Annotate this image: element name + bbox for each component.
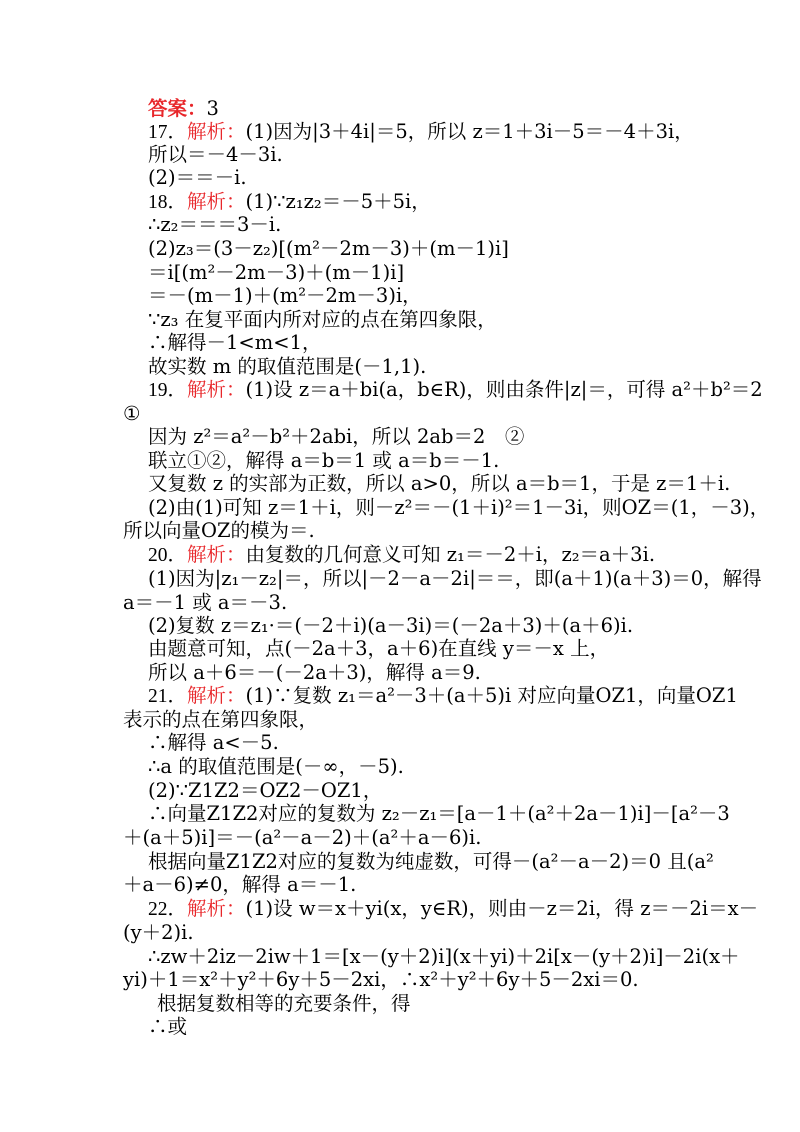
text-line — [148, 661, 481, 685]
line-text: ① — [123, 402, 141, 425]
text-line — [148, 755, 404, 779]
section-label: 解析： — [187, 190, 246, 213]
line-text: (1)因为|z₁－z₂|＝，所以|－2－a－2i|＝＝，即(a＋1)(a＋3)＝0，解得 — [148, 567, 762, 590]
text-line — [148, 684, 738, 709]
section-label: 解析： — [187, 684, 246, 707]
text-line — [148, 355, 426, 379]
text-line — [148, 449, 499, 473]
item-number: 19． — [148, 380, 188, 401]
line-text: ∴解得－1<m<1， — [148, 331, 322, 354]
text-line — [123, 968, 639, 992]
line-text: ∴向量Z1Z2对应的复数为 z₂－z₁＝[a－1＋(a²＋2a－1)i]－[a²－3 — [148, 802, 730, 825]
text-line — [148, 543, 655, 568]
text-line — [148, 945, 740, 969]
line-text: 根据复数相等的充要条件，得 — [157, 992, 411, 1015]
text-line — [123, 921, 194, 945]
text-line — [148, 190, 431, 215]
line-text: ＝i[(m²－2m－3)＋(m－1)i] — [148, 261, 405, 284]
text-line — [123, 519, 315, 543]
line-text: (2)复数 z＝z₁·＝(－2＋i)(a－3i)＝(－2a＋3)＋(a＋6)i. — [148, 614, 634, 637]
text-line — [148, 779, 382, 803]
item-number: 20． — [148, 545, 188, 566]
text-line — [148, 637, 609, 661]
text-line — [148, 143, 283, 167]
text-line — [148, 472, 730, 496]
text-line — [123, 591, 287, 615]
line-text: 表示的点在第四象限， — [123, 708, 319, 731]
line-text: ＋(a＋5)i]＝－(a²－a－2)＋(a²＋a－6)i. — [123, 826, 482, 849]
text-line — [148, 850, 714, 874]
line-text: ∴zw＋2iz－2iw＋1＝[x－(y＋2)i](x＋yi)＋2i[x－(y＋2)i]－2i(x＋ — [148, 945, 740, 968]
line-text: 所以＝－4－3i. — [148, 143, 283, 166]
item-number: 21． — [148, 686, 188, 707]
line-text: (1)∵复数 z₁＝a²－3＋(a＋5)i 对应向量OZ1，向量OZ1 — [245, 684, 738, 707]
line-text: (1)因为|3＋4i|＝5，所以 z＝1＋3i－5＝－4＋3i， — [245, 120, 694, 143]
text-line — [148, 731, 279, 755]
item-number: 22． — [148, 899, 188, 920]
text-line — [148, 97, 219, 121]
line-text: (2)＝＝－i. — [148, 166, 247, 189]
line-text: 联立①②，解得 a＝b＝1 或 a＝b＝－1. — [148, 449, 500, 472]
line-text: ＝－(m－1)＋(m²－2m－3)i， — [148, 284, 422, 307]
text-line — [148, 166, 247, 190]
line-text: 所以 a＋6＝－(－2a＋3)，解得 a＝9. — [148, 661, 481, 684]
text-line — [123, 708, 318, 732]
item-number: 18． — [148, 192, 188, 213]
line-text: 所以向量OZ的模为＝. — [123, 519, 315, 542]
text-line — [148, 425, 524, 449]
line-text: 故实数 m 的取值范围是(－1,1). — [148, 355, 427, 378]
text-line — [148, 237, 509, 261]
line-text: a＝－1 或 a＝－3. — [123, 591, 288, 614]
text-line — [148, 331, 321, 355]
text-line — [148, 378, 763, 403]
line-text: yi)＋1＝x²＋y²＋6y＋5－2xi，∴x²＋y²＋6y＋5－2xi＝0. — [123, 968, 639, 991]
line-text: ∴解得 a<－5. — [148, 731, 279, 754]
section-label: 解析： — [187, 378, 246, 401]
line-text: 3 — [206, 97, 219, 120]
line-text: 因为 z²＝a²－b²＋2abi，所以 2ab＝2 ② — [148, 425, 525, 448]
line-text: (2)∵Z1Z2＝OZ2－OZ1， — [148, 779, 383, 802]
text-line — [148, 897, 758, 922]
text-line — [148, 120, 694, 145]
line-text: (1)设 w＝x＋yi(x，y∈R)，则由－z＝2i，得 z＝－2i＝x－ — [245, 897, 759, 920]
text-line — [148, 284, 422, 308]
line-text: 根据向量Z1Z2对应的复数为纯虚数，可得－(a²－a－2)＝0 且(a² — [148, 850, 714, 873]
line-text: ∵z₃ 在复平面内所对应的点在第四象限， — [148, 308, 497, 331]
line-text: 由题意可知，点(－2a＋3，a＋6)在直线 y＝－x 上， — [148, 637, 610, 660]
text-line — [157, 992, 411, 1016]
line-text: (1)设 z＝a＋bi(a，b∈R)，则由条件|z|＝，可得 a²＋b²＝2 — [245, 378, 763, 401]
text-line — [123, 402, 140, 426]
line-text: (2)z₃＝(3－z₂)[(m²－2m－3)＋(m－1)i] — [148, 237, 509, 260]
line-text: ∴或 — [148, 1015, 188, 1038]
line-text: (y＋2)i. — [123, 921, 194, 944]
text-line — [123, 873, 356, 897]
line-text: ＋a－6)≠0，解得 a＝－1. — [123, 873, 357, 896]
text-line — [148, 261, 404, 285]
line-text: (2)由(1)可知 z＝1＋i，则－z²＝－(1＋i)²＝1－3i，则OZ＝(1，－3)， — [148, 496, 770, 519]
text-line — [148, 213, 281, 237]
text-line — [148, 308, 497, 332]
text-line — [148, 614, 633, 638]
section-label: 解析： — [187, 897, 246, 920]
section-label: 答案： — [148, 97, 207, 120]
section-label: 解析： — [187, 543, 246, 566]
text-line — [148, 1015, 187, 1039]
line-text: ∴a 的取值范围是(－∞，－5). — [148, 755, 404, 778]
text-line — [148, 496, 769, 520]
line-text: (1)∵z₁z₂＝－5＋5i， — [245, 190, 431, 213]
section-label: 解析： — [187, 120, 246, 143]
text-line — [123, 826, 481, 850]
text-line — [148, 802, 730, 826]
item-number: 17． — [148, 122, 188, 143]
text-line — [148, 567, 762, 591]
line-text: 由复数的几何意义可知 z₁＝－2＋i，z₂＝a＋3i. — [245, 543, 656, 566]
line-text: 又复数 z 的实部为正数，所以 a>0，所以 a＝b＝1，于是 z＝1＋i. — [148, 472, 731, 495]
line-text: ∴z₂＝＝＝3－i. — [148, 213, 282, 236]
